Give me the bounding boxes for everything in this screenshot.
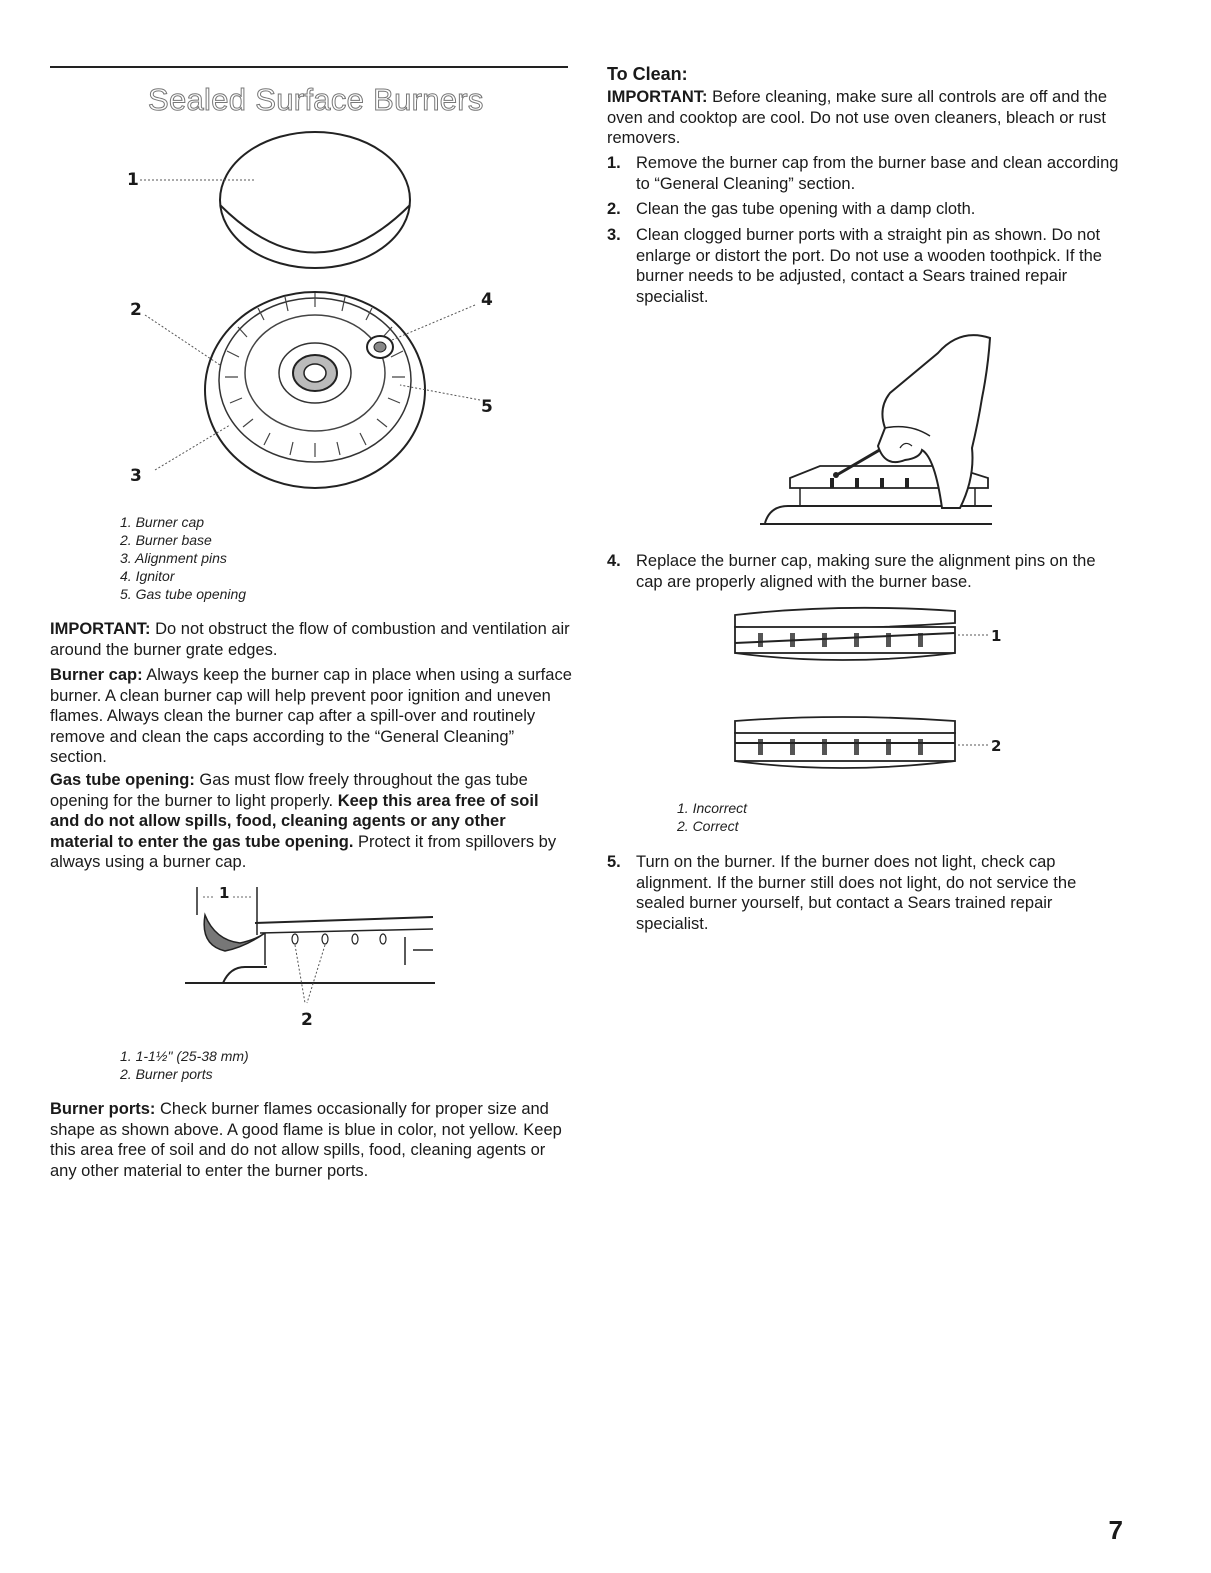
caption-item: 5. Gas tube opening	[120, 586, 247, 602]
step-text: Turn on the burner. If the burner does not light, check cap alignment. If the burner still does not light, do not service the sealed burner yourself, but contact a Sears trained repair specialist.	[636, 853, 1077, 933]
gas-tube-label: Gas tube opening:	[50, 771, 195, 789]
caption-item: 1. Burner cap	[120, 514, 205, 530]
caption-item: 3. Alignment pins	[120, 550, 227, 566]
step-text: Clean the gas tube opening with a damp cloth.	[636, 200, 976, 218]
step-text: Replace the burner cap, making sure the alignment pins on the cap are properly aligned with the burner base.	[636, 552, 1096, 591]
cleaning-important-text: Before cleaning, make sure all controls are off and the oven and cooktop are cool. Do not use oven cleaners, bleach or rust removers.	[607, 88, 1108, 147]
burner-ports-paragraph	[50, 1099, 572, 1181]
cap-diagram-captions	[677, 799, 747, 835]
burner-diagram-captions	[120, 513, 246, 603]
important-label: IMPORTANT:	[50, 620, 151, 638]
important-paragraph	[50, 619, 572, 660]
gas-tube-end: Protect it from spillovers by always using a burner cap.	[50, 832, 557, 871]
section-title: Sealed Surface Burners	[148, 82, 484, 117]
caption-item: 2. Burner ports	[120, 1066, 213, 1082]
caption-item: 2. Burner base	[120, 532, 212, 548]
burner-exploded-diagram	[110, 125, 530, 515]
burner-ports-text: Check burner flames occasionally for proper size and shape as shown above. A good flame is blue in color, not yellow. Keep this area free of soil and do not allow spills, food, cleaning agents or any other material to enter the burner ports.	[50, 1100, 562, 1180]
flame-diagram	[185, 885, 445, 1025]
to-clean-heading: To Clean:	[607, 64, 688, 84]
gas-tube-warning: Keep this area free of soil and do not allow spills, food, cleaning agents or any other material to enter the gas tube opening.	[50, 791, 539, 851]
flame-callout-1: 1	[219, 884, 230, 902]
page-number: 7	[1108, 1515, 1123, 1545]
cap-alignment-incorrect	[730, 605, 1000, 677]
step-number: 3.	[607, 226, 621, 244]
burner-ports-label: Burner ports:	[50, 1100, 156, 1118]
step-text: Remove the burner cap from the burner base and clean according to “General Cleaning” section.	[636, 154, 1119, 193]
gas-tube-text: Gas must flow freely throughout the gas tube opening for the burner to light properly.	[50, 771, 528, 810]
callout-1: 1	[127, 170, 139, 190]
caption-item: 4. Ignitor	[120, 568, 175, 584]
callout-3: 3	[130, 466, 142, 486]
important-text: Do not obstruct the flow of combustion and ventilation air around the burner grate edges.	[50, 620, 570, 659]
step-number: 5.	[607, 853, 621, 871]
incorrect-callout: 1	[991, 627, 1002, 645]
pin-cleaning-illustration	[760, 328, 1000, 528]
callout-5: 5	[481, 397, 493, 417]
callout-4: 4	[481, 290, 493, 310]
step-number: 4.	[607, 552, 621, 570]
burner-cap-label: Burner cap:	[50, 666, 143, 684]
flame-callout-2: 2	[301, 1010, 313, 1030]
burner-cap-paragraph	[50, 665, 572, 768]
caption-item: 1. Incorrect	[677, 800, 748, 816]
callout-2: 2	[130, 300, 142, 320]
step-text: Clean clogged burner ports with a straight pin as shown. Do not enlarge or distort the port. Do not use a wooden toothpick. If the burner needs to be adjusted, contact a Sears trained repair specialist.	[636, 226, 1102, 306]
correct-callout: 2	[991, 737, 1002, 755]
gas-tube-paragraph	[50, 770, 572, 873]
caption-item: 1. 1-1½" (25-38 mm)	[120, 1048, 249, 1064]
step-number: 2.	[607, 200, 621, 218]
cleaning-important-paragraph	[607, 87, 1127, 149]
step-number: 1.	[607, 154, 621, 172]
section-rule	[50, 66, 568, 68]
flame-diagram-captions	[120, 1047, 249, 1083]
cap-alignment-correct	[730, 713, 1000, 785]
cleaning-important-label: IMPORTANT:	[607, 88, 708, 106]
caption-item: 2. Correct	[677, 818, 739, 834]
burner-cap-text: Always keep the burner cap in place when using a surface burner. A clean burner cap will help prevent poor ignition and uneven flames. Always clean the burner cap after a spill-over and routinely remove and clean the caps according to the “General Cleaning” section.	[50, 666, 572, 766]
